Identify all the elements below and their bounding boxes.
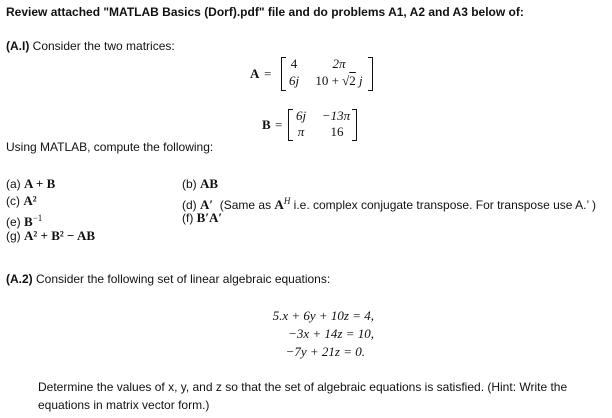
matrix-a-right-bracket [368, 57, 373, 91]
item-a [6, 177, 55, 191]
item-d [182, 194, 596, 212]
item-d-note-sup: H [283, 196, 291, 206]
item-c [6, 194, 37, 208]
equation-3: −7y + 21z = 0. [285, 344, 365, 359]
item-a-label: (a) [6, 177, 21, 191]
item-g-expr: A² + B² − AB [24, 228, 96, 243]
matrix-b-equals: = [275, 117, 283, 132]
item-e-label: (e) [6, 215, 21, 229]
matrix-b-name: B [262, 117, 271, 132]
item-d-note-base: A [274, 197, 284, 212]
section-a1-heading [6, 39, 175, 53]
matrix-a-r2c2-radicand: 2 [349, 73, 356, 88]
item-e [6, 211, 42, 229]
section-a1-intro: Consider the two matrices: [32, 39, 175, 53]
matrix-b-r2c1: π [297, 124, 305, 139]
item-b-label: (b) [182, 177, 197, 191]
instruction-line-2: equations in matrix vector form.) [38, 398, 210, 412]
item-f-label: (f) [182, 211, 194, 225]
item-g-label: (g) [6, 229, 21, 243]
item-d-label: (d) [182, 198, 197, 212]
item-a-expr: A + B [24, 176, 56, 191]
equation-2: −3x + 14z = 10, [288, 326, 374, 341]
matrix-b-right-bracket [352, 109, 357, 141]
item-b-expr: AB [200, 176, 219, 191]
matrix-a-r2c2-suffix: j [359, 73, 363, 88]
matrix-b-r1c2: −13π [321, 108, 351, 123]
equation-1: 5.x + 6y + 10z = 4, [272, 308, 374, 323]
item-d-expr: A′ [200, 197, 214, 212]
item-c-expr: A² [23, 193, 37, 208]
item-f [182, 211, 222, 225]
section-a1-label: (A.I) [6, 39, 30, 53]
item-f-expr: B′A′ [196, 210, 223, 225]
matrix-a-r2c1: 6j [288, 73, 300, 88]
matrix-a-name: A [250, 66, 260, 81]
section-a2-intro: Consider the following set of linear algebraic equations: [36, 272, 331, 286]
matrix-a-r1c2: 2π [332, 56, 346, 71]
item-g [6, 229, 95, 243]
item-d-note-post: i.e. complex conjugate transpose. For transpose use A.’ ) [290, 198, 597, 212]
matrix-a-equals: = [264, 66, 272, 81]
item-b [182, 177, 218, 191]
item-c-label: (c) [6, 194, 20, 208]
item-e-expr: B [24, 214, 33, 229]
section-a2-label: (A.2) [6, 272, 33, 286]
matrix-a-r1c1: 4 [290, 56, 298, 71]
matrix-a-r2c2-prefix: 10 + [315, 73, 343, 88]
matrix-a-r2c2 [308, 73, 370, 89]
matrix-b-r1c1: 6j [295, 108, 307, 123]
matrix-b-r2c2: 16 [330, 124, 344, 139]
section-a2-heading [6, 272, 330, 286]
header-text: Review attached "MATLAB Basics (Dorf).pdf" file and do problems A1, A2 and A3 below of: [6, 5, 524, 19]
item-d-note-pre: (Same as [219, 198, 275, 212]
sqrt-icon: √ [342, 73, 350, 88]
compute-prompt: Using MATLAB, compute the following: [6, 140, 214, 154]
item-e-sup: −1 [32, 213, 43, 223]
instruction-line-1: Determine the values of x, y, and z so that the set of algebraic equations is satisfied. (Hint: Write the [38, 380, 568, 394]
